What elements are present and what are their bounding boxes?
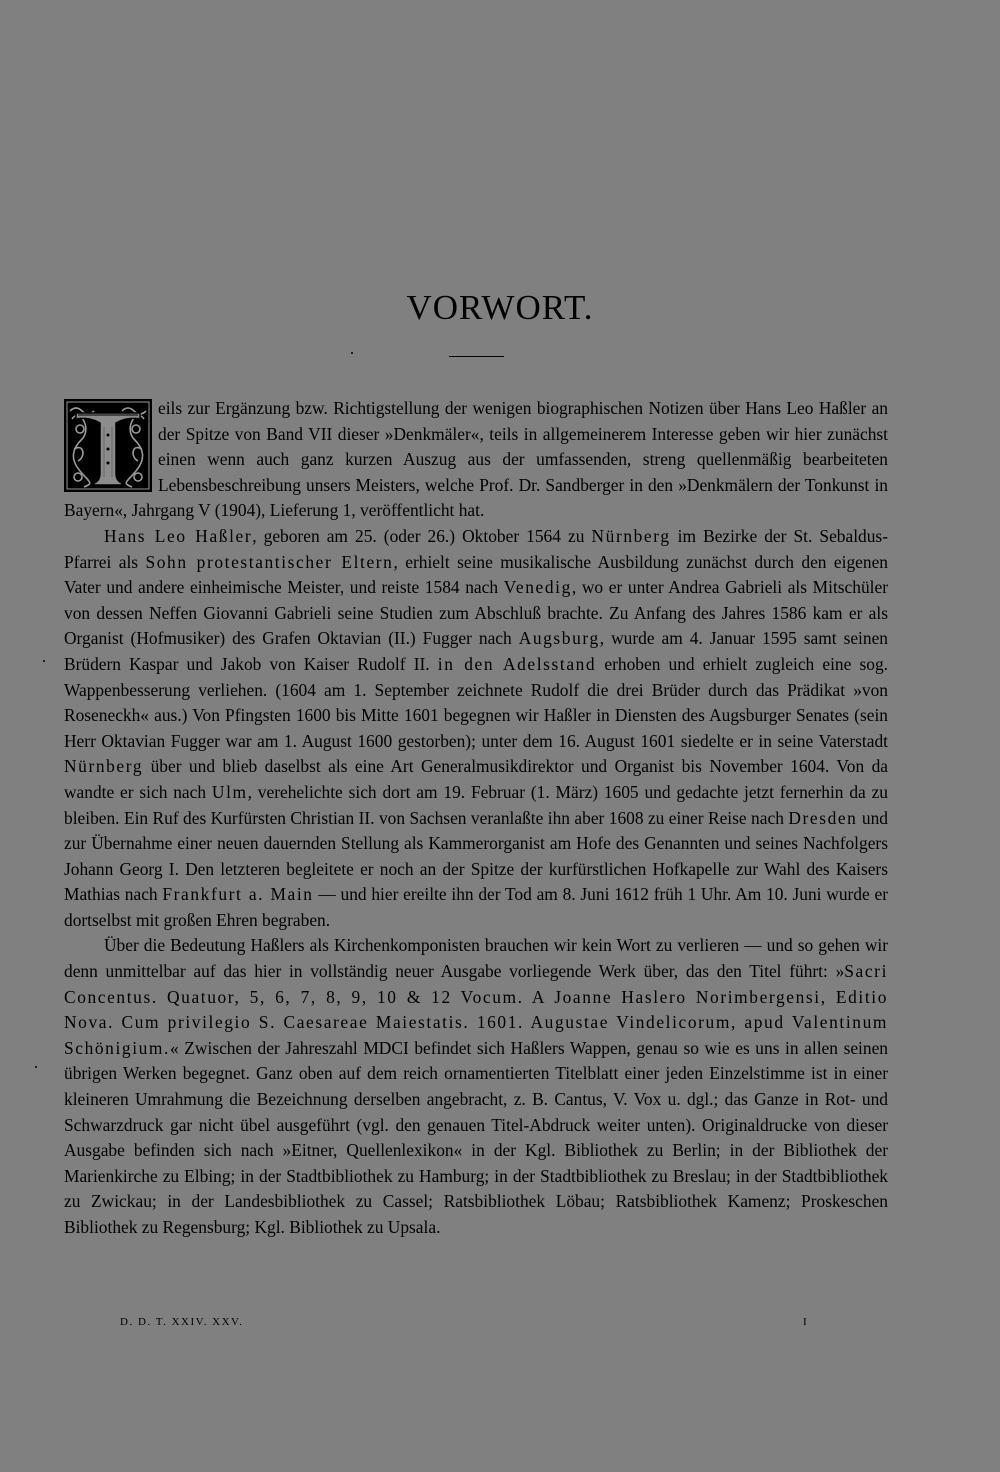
spaced-emphasis-text: Sacri Concentus. Quatuor, 5, 6, 7, 8, 9, 10 & 12 Vocum. A Joanne Haslero Norimbergensi, Editio Nova. Cum privilegio S. Caesareae Maiestatis. 1601. Augustae Vindelicorum, apud Valentinum Schönigium. <box>64 961 888 1058</box>
paragraph-text: , wo er unter Andrea Gabrieli als Mitschüler von dessen Neffen Giovanni Gabrieli seine Studien zum Abschluß brachte. Zu Anfang des Jahres 1586 kam er als Organist (Hofmusiker) des Grafen Oktavian (II.) Fugger nach <box>64 577 889 649</box>
margin-speck <box>351 352 353 354</box>
paragraph-1-text: eils zur Ergänzung bzw. Richtigstellung der wenigen biographischen Notizen über Hans Leo Haßler an der Spitze von Band VII dieser »Denkmäler«, teils in allgemeinerem Interesse geben wir hier zunächst einen wenn auch ganz kurzen Auszug aus der umfassenden, streng quellenmäßig bearbeiteten Lebensbeschreibung unsers Meisters, welche Prof. Dr. Sandberger in den »Denkmälern der Tonkunst in Bayern«, Jahrgang V (1904), Lieferung 1, veröffentlicht hat. <box>64 398 888 521</box>
paragraph-text: , erhielt seine musikalische Ausbildung zunächst durch den eigenen Vater und andere einheimische Meister, und reiste 1584 nach <box>64 551 888 598</box>
margin-speck <box>35 1066 37 1068</box>
footer-signature: D. D. T. XXIV. XXV. <box>120 1316 244 1328</box>
page-title: VORWORT. <box>406 288 594 327</box>
spaced-emphasis-text: Venedig <box>503 577 572 598</box>
spaced-emphasis-text: in den Adelsstand <box>437 653 597 674</box>
spaced-emphasis-text: Dresden <box>788 807 858 828</box>
paragraph-text: und zur Übernahme einer neuen dauernden Stellung als Kammerorganist am Hofe des Genannten und seines Nachfolgers Johann Georg I. Den letzteren begleitete er noch an der Spitze der kurfürstlichen Hofkapelle zur Wahl des Kaisers Mathias nach <box>64 807 888 905</box>
paragraph-text: « Zwischen der Jahreszahl MDCI befindet sich Haßlers Wappen, genau so wie es uns in allen seinen übrigen Werken begegnet. Ganz oben auf dem reich ornamentierten Titelblatt einer jeden Einzelstimme ist in einer kleineren Umrahmung die Bezeichnung derselben angebracht, z. B. Cantus, V. Vox u. dgl.; das Ganze in Rot- und Schwarzdruck gar nicht übel ausgeführt (vgl. den genauen Titel-Abdruck weiter unten). Originaldrucke von dieser Ausgabe befinden sich nach »Eitner, Quellenlexikon« in der Kgl. Bibliothek zu Berlin; in der Bibliothek der Marienkirche zu Elbing; in der Stadtbibliothek zu Hamburg; in der Stadtbibliothek zu Breslau; in der Stadtbibliothek zu Zwickau; in der Landesbibliothek zu Cassel; Ratsbibliothek Löbau; Ratsbibliothek Kamenz; Proskeschen Bibliothek zu Regensburg; Kgl. Bibliothek zu Upsala. <box>64 1037 888 1237</box>
paragraph-text: , geboren am 25. (oder 26.) Oktober 1564 zu <box>252 525 592 546</box>
spaced-emphasis-text: Frankfurt a. Main <box>162 884 314 905</box>
paragraph-3 <box>64 933 888 1240</box>
paragraph-text: im Bezirke der St. Sebaldus-Pfarrei als <box>64 525 888 572</box>
margin-speck <box>43 660 45 662</box>
paragraph-1 <box>64 396 888 524</box>
paragraph-text: — und hier ereilte ihn der Tod am 8. Juni 1612 früh 1 Uhr. Am 10. Juni wurde er dortselbst mit großen Ehren begraben. <box>64 884 888 930</box>
body-text <box>64 396 888 1241</box>
paragraph-text: Über die Bedeutung Haßlers als Kirchenkomponisten brauchen wir kein Wort zu verlieren — und so gehen wir denn unmittelbar auf das hier in vollständig neuer Ausgabe vorliegende Werk über, das den Titel führt: » <box>64 935 888 982</box>
footer-page-number: I <box>803 1316 807 1328</box>
spaced-emphasis-text: Nürnberg <box>591 525 671 546</box>
spaced-emphasis-text: Ulm <box>211 781 248 802</box>
title-rule <box>449 356 504 357</box>
spaced-emphasis-text: Sohn protestantischer Eltern <box>145 551 394 572</box>
paragraph-text: erhoben und erhielt zugleich eine sog. Wappenbesserung verliehen. (1604 am 1. September zeichnete Rudolf die drei Brüder durch das Prädikat »von Roseneckh« aus.) Von Pfingsten 1600 bis Mitte 1601 begegnen wir Haßler in Diensten des Augsburger Senates (sein Herr Oktavian Fugger war am 1. August 1600 gestorben); unter dem 16. August 1601 siedelte er in seine Vaterstadt <box>64 653 888 751</box>
paragraph-text: , verehelichte sich dort am 19. Februar (1. März) 1605 und gedachte jetzt fernerhin da zu bleiben. Ein Ruf des Kurfürsten Christian II. von Sachsen veranlaßte ihn aber 1608 zu einer Reise nach <box>64 781 888 828</box>
ornamental-initial-T-icon <box>64 399 152 492</box>
paragraph-text: , wurde am 4. Januar 1595 samt seinen Brüdern Kaspar und Jakob von Kaiser Rudolf II. <box>64 628 888 674</box>
spaced-emphasis-text: Nürnberg <box>64 756 144 777</box>
paragraph-text: über und blieb daselbst als eine Art Generalmusikdirektor und Organist bis November 1604. Von da wandte er sich nach <box>64 756 888 802</box>
spaced-emphasis-text: Hans Leo Haßler <box>104 525 253 546</box>
spaced-emphasis-text: Augsburg <box>518 628 600 649</box>
paragraph-2 <box>64 524 888 934</box>
